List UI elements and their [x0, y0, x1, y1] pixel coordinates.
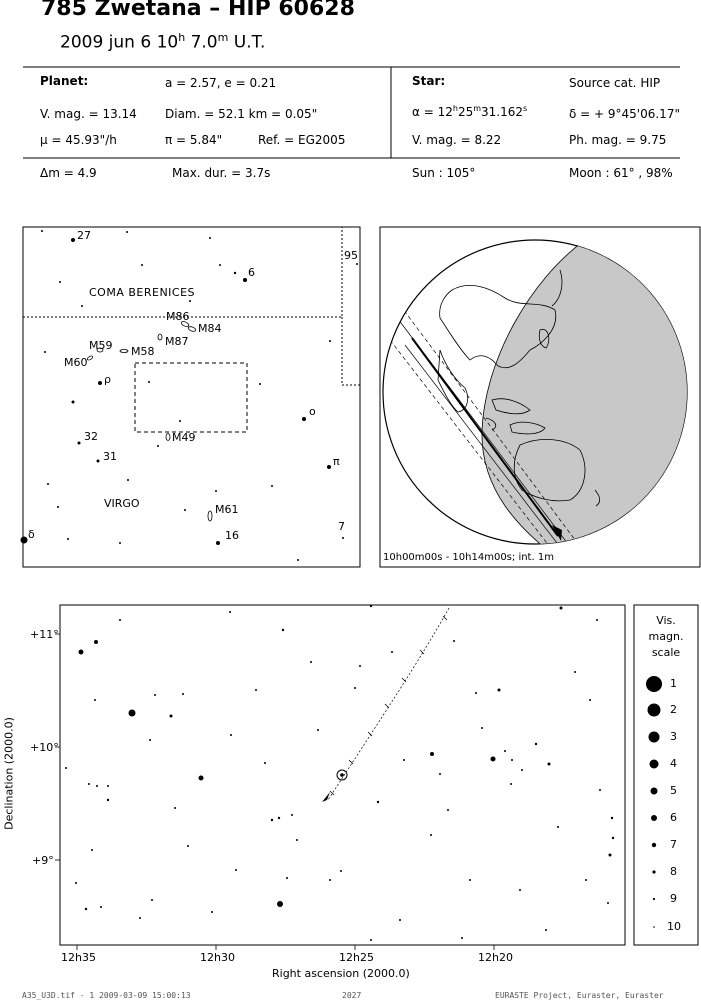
legend-title: Vis. magn. scale: [648, 614, 684, 659]
constellation-coma: COMA BERENICES: [89, 286, 196, 299]
finder-label-m61: M61: [215, 503, 239, 516]
finder-label-27: 27: [77, 229, 91, 242]
event-datetime: 2009 jun 6 10$^h$ 7.0$^m$ U.T.: [60, 31, 266, 53]
x-tick-12h20: 12h20: [478, 951, 513, 964]
legend-mag-5: 5: [670, 784, 677, 797]
finder-label-6: 6: [248, 266, 255, 279]
event-title: 785 Zwetana – HIP 60628: [41, 0, 355, 21]
planet-diam: Diam. = 52.1 km = 0.05": [165, 107, 318, 121]
finder-label-delta: δ: [28, 528, 35, 541]
finder-label-omicron: o: [309, 405, 316, 418]
legend-mag-1: 1: [670, 677, 677, 690]
finder-label-m86: M86: [166, 310, 190, 323]
x-tick-12h25: 12h25: [339, 951, 374, 964]
planet-mu: μ = 45.93"/h: [40, 133, 117, 147]
finder-label-m60: M60: [64, 356, 88, 369]
finder-label-m84: M84: [198, 322, 222, 335]
star-vmag: V. mag. = 8.22: [412, 133, 502, 147]
constellation-virgo: VIRGO: [104, 497, 140, 510]
max-duration: Max. dur. = 3.7s: [172, 166, 271, 180]
x-tick-12h35: 12h35: [61, 951, 96, 964]
planet-heading: Planet:: [40, 74, 89, 88]
planet-vmag: V. mag. = 13.14: [40, 107, 137, 121]
star-heading: Star:: [412, 74, 446, 88]
star-phmag: Ph. mag. = 9.75: [569, 133, 667, 147]
y-axis-label: Declination (2000.0): [2, 717, 16, 830]
star-ra: $\alpha = 12^h25^m31.162^s$: [412, 104, 528, 119]
legend-mag-8: 8: [670, 865, 677, 878]
finder-label-m87: M87: [165, 335, 189, 348]
legend-mag-7: 7: [670, 838, 677, 851]
planet-parallax: π = 5.84": [165, 133, 223, 147]
footer-right: EURASTE Project, Euraster, Euraster: [495, 991, 664, 1000]
y-tick-11: +11°: [30, 628, 59, 641]
finder-label-31: 31: [103, 450, 117, 463]
finder-label-95: 95: [344, 249, 358, 262]
legend-mag-2: 2: [670, 703, 677, 716]
finder-label-7: 7: [338, 520, 345, 533]
legend-mag-6: 6: [670, 811, 677, 824]
globe-caption: 10h00m00s - 10h14m00s; int. 1m: [383, 552, 554, 563]
footer-left: A35_U3D.tif - 1 2009-03-09 15:00:13: [22, 991, 191, 1000]
y-tick-9: +9°: [32, 854, 54, 867]
legend-mag-4: 4: [670, 757, 677, 770]
x-tick-12h30: 12h30: [200, 951, 235, 964]
finder-label-32: 32: [84, 430, 98, 443]
moon-info: Moon : 61° , 98%: [569, 166, 673, 180]
y-tick-10: +10°: [30, 741, 59, 754]
footer-center: 2027: [342, 991, 362, 1000]
finder-label-rho: ρ: [104, 373, 111, 386]
sun-elongation: Sun : 105°: [412, 166, 476, 180]
legend-mag-9: 9: [670, 892, 677, 905]
finder-label-m49: M49: [172, 431, 196, 444]
legend-mag-3: 3: [670, 730, 677, 743]
legend-mag-10: 10: [667, 920, 681, 933]
finder-label-m59: M59: [89, 339, 113, 352]
star-source: Source cat. HIP: [569, 76, 661, 90]
finder-label-16: 16: [225, 529, 239, 542]
finder-label-pi: π: [333, 455, 340, 468]
planet-ref: Ref. = EG2005: [258, 133, 346, 147]
finder-label-m58: M58: [131, 345, 155, 358]
planet-orbit: a = 2.57, e = 0.21: [165, 76, 277, 90]
x-axis-label: Right ascension (2000.0): [272, 967, 410, 980]
star-dec: δ = + 9°45'06.17": [569, 107, 680, 121]
delta-mag: Δm = 4.9: [40, 166, 97, 180]
